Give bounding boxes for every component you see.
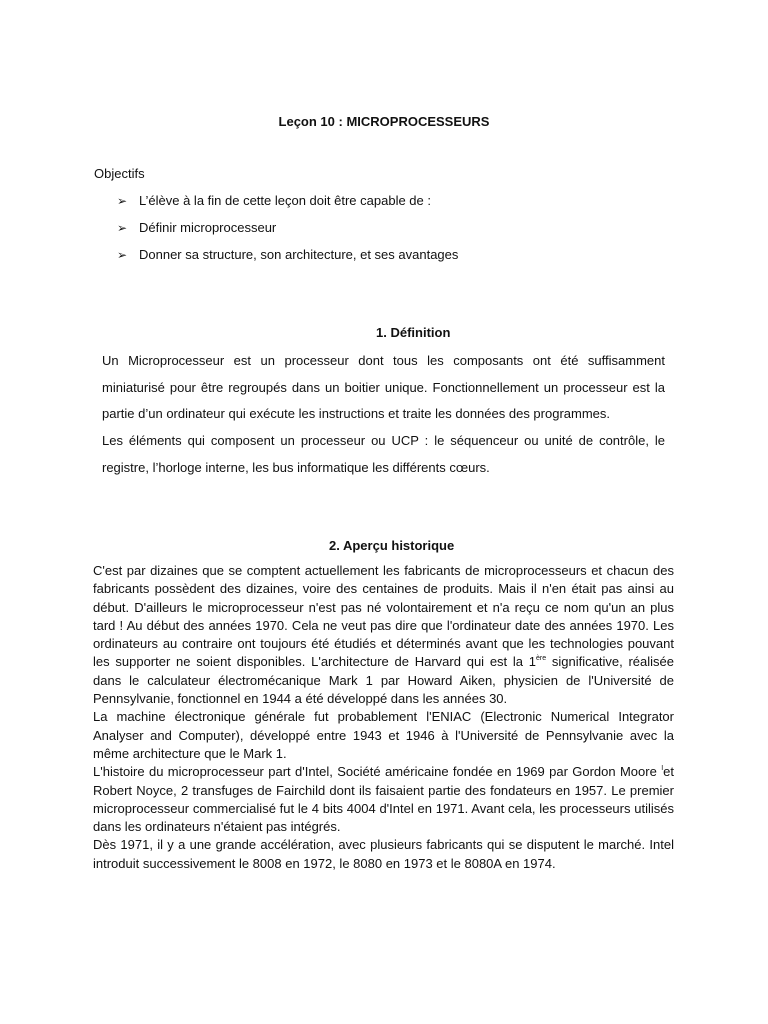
history-text: significative, réalisée dans le calculateur électromécanique Mark 1 par Howard Aiken, physicien de l'Université de Pennsylvanie, fonctionnel en 1944 a été développé dans les années 30.: [93, 654, 674, 707]
history-text: et Robert Noyce, 2 transfuges de Fairchild dont ils faisaient partie des fondateurs en 1957. Le premier microprocesseur commercialisé fut le 4 bits 4004 d'Intel en 1971. Avant cela, les processeurs utilisés dans les ordinateurs n'étaient pas intégrés.: [93, 764, 674, 835]
objective-text: Donner sa structure, son architecture, et ses avantages: [139, 247, 459, 262]
history-body: [93, 562, 674, 873]
definition-paragraph: Les éléments qui composent un processeur ou UCP : le séquenceur ou unité de contrôle, le registre, l’horloge interne, les bus informatique les différents cœurs.: [102, 433, 665, 475]
list-item: [94, 247, 694, 263]
list-item: [94, 193, 694, 209]
objective-text: Définir microprocesseur: [139, 220, 277, 235]
definition-paragraph: Un Microprocesseur est un processeur dont tous les composants ont été suffisamment miniaturisé pour être regroupés dans un boitier unique. Fonctionnellement un processeur est la partie d’un ordinateur qui exécute les instructions et traite les données des programmes.: [102, 353, 665, 422]
superscript: ère: [536, 655, 547, 663]
definition-body: [102, 348, 665, 482]
list-item: [94, 220, 694, 236]
objectives-list: [94, 193, 694, 263]
history-text: L'histoire du microprocesseur part d'Intel, Société américaine fondée en 1969 par Gordon Moore: [93, 764, 657, 780]
history-paragraph: Dès 1971, il y a une grande accélération, avec plusieurs fabricants qui se disputent le marché. Intel introduit successivement le 8008 en 1972, le 8080 en 1973 et le 8080A en 1974.: [93, 837, 674, 871]
history-text: C'est par dizaines que se comptent actuellement les fabricants de microprocesseurs et chacun des fabricants possèdent des dizaines, voire des centaines de produits. Mais il n'en était pas ainsi au début. D'ailleurs le microprocesseur n'est pas né volontairement et n'a reçu ce nom qu'un an plus tard ! Au début des années 1970. Cela ne veut pas dire que l'ordinateur date des années 1970. Les ordinateurs au contraire ont toujours été étudiés et déterminés avant que les technologies pouvant les supporter ne soient disponibles. L'architecture de Harvard qui est la 1: [93, 563, 674, 670]
history-paragraph: [93, 763, 674, 836]
objectives-heading: Objectifs: [94, 166, 145, 181]
definition-heading: 1. Définition: [376, 325, 451, 340]
history-paragraph: La machine électronique générale fut probablement l'ENIAC (Electronic Numerical Integrator Analyser and Computer), développé entre 1943 et 1946 à l'Université de Pennsylvanie avec la même architecture que le Mark 1.: [93, 709, 674, 761]
arrow-bullet-icon: ➢: [117, 248, 128, 262]
superscript: I: [661, 765, 664, 773]
arrow-bullet-icon: ➢: [117, 194, 128, 208]
history-paragraph: [93, 562, 674, 708]
objectives-section: [94, 166, 694, 274]
objective-text: L’élève à la fin de cette leçon doit être capable de :: [139, 193, 431, 208]
arrow-bullet-icon: ➢: [117, 221, 128, 235]
history-heading: 2. Aperçu historique: [329, 538, 455, 553]
lesson-title: Leçon 10 : MICROPROCESSEURS: [278, 114, 490, 129]
